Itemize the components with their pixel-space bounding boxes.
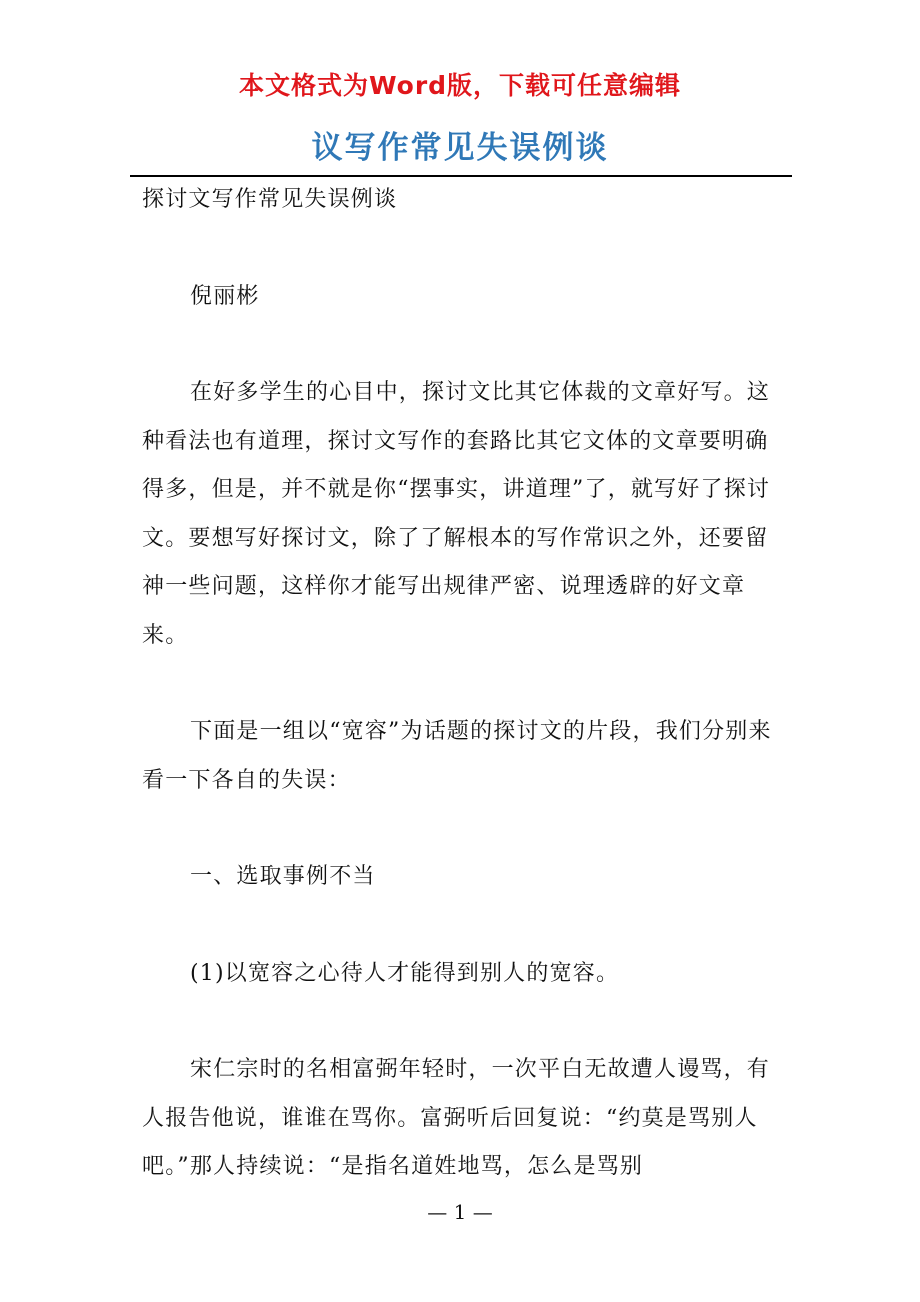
- document-body: [142, 176, 782, 1192]
- paragraph-lead-in: 下面是一组以“宽容”为话题的探讨文的片段，我们分别来看一下各自的失误：: [142, 719, 772, 793]
- section-heading: 一、选取事例不当: [190, 864, 376, 889]
- paragraph-intro: 在好多学生的心目中，探讨文比其它体裁的文章好写。这种看法也有道理，探讨文写作的套路比其它文体的文章要明确得多，但是，并不就是你“摆事实，讲道理”了，就写好了探讨文。要想写好探讨文，除了了解根本的写作常识之外，还要留神一些问题，这样你才能写出规律严密、说理透辟的好文章来。: [142, 380, 771, 648]
- paragraph-author: 倪丽彬: [190, 283, 260, 309]
- example-heading: (1)以宽容之心待人才能得到别人的宽容。: [190, 960, 620, 986]
- paragraph-subtitle: 探讨文写作常见失误例谈: [142, 187, 398, 212]
- document-title: 议写作常见失误例谈: [311, 130, 609, 166]
- paragraph-example: 宋仁宗时的名相富弼年轻时，一次平白无故遭人谩骂，有人报告他说，谁谁在骂你。富弼听后回复说：“约莫是骂别人吧。”那人持续说：“是指名道姓地骂，怎么是骂别: [142, 1057, 771, 1179]
- page-number: — 1 —: [427, 1200, 493, 1224]
- word-format-banner: 本文格式为Word版，下载可任意编辑: [238, 71, 682, 100]
